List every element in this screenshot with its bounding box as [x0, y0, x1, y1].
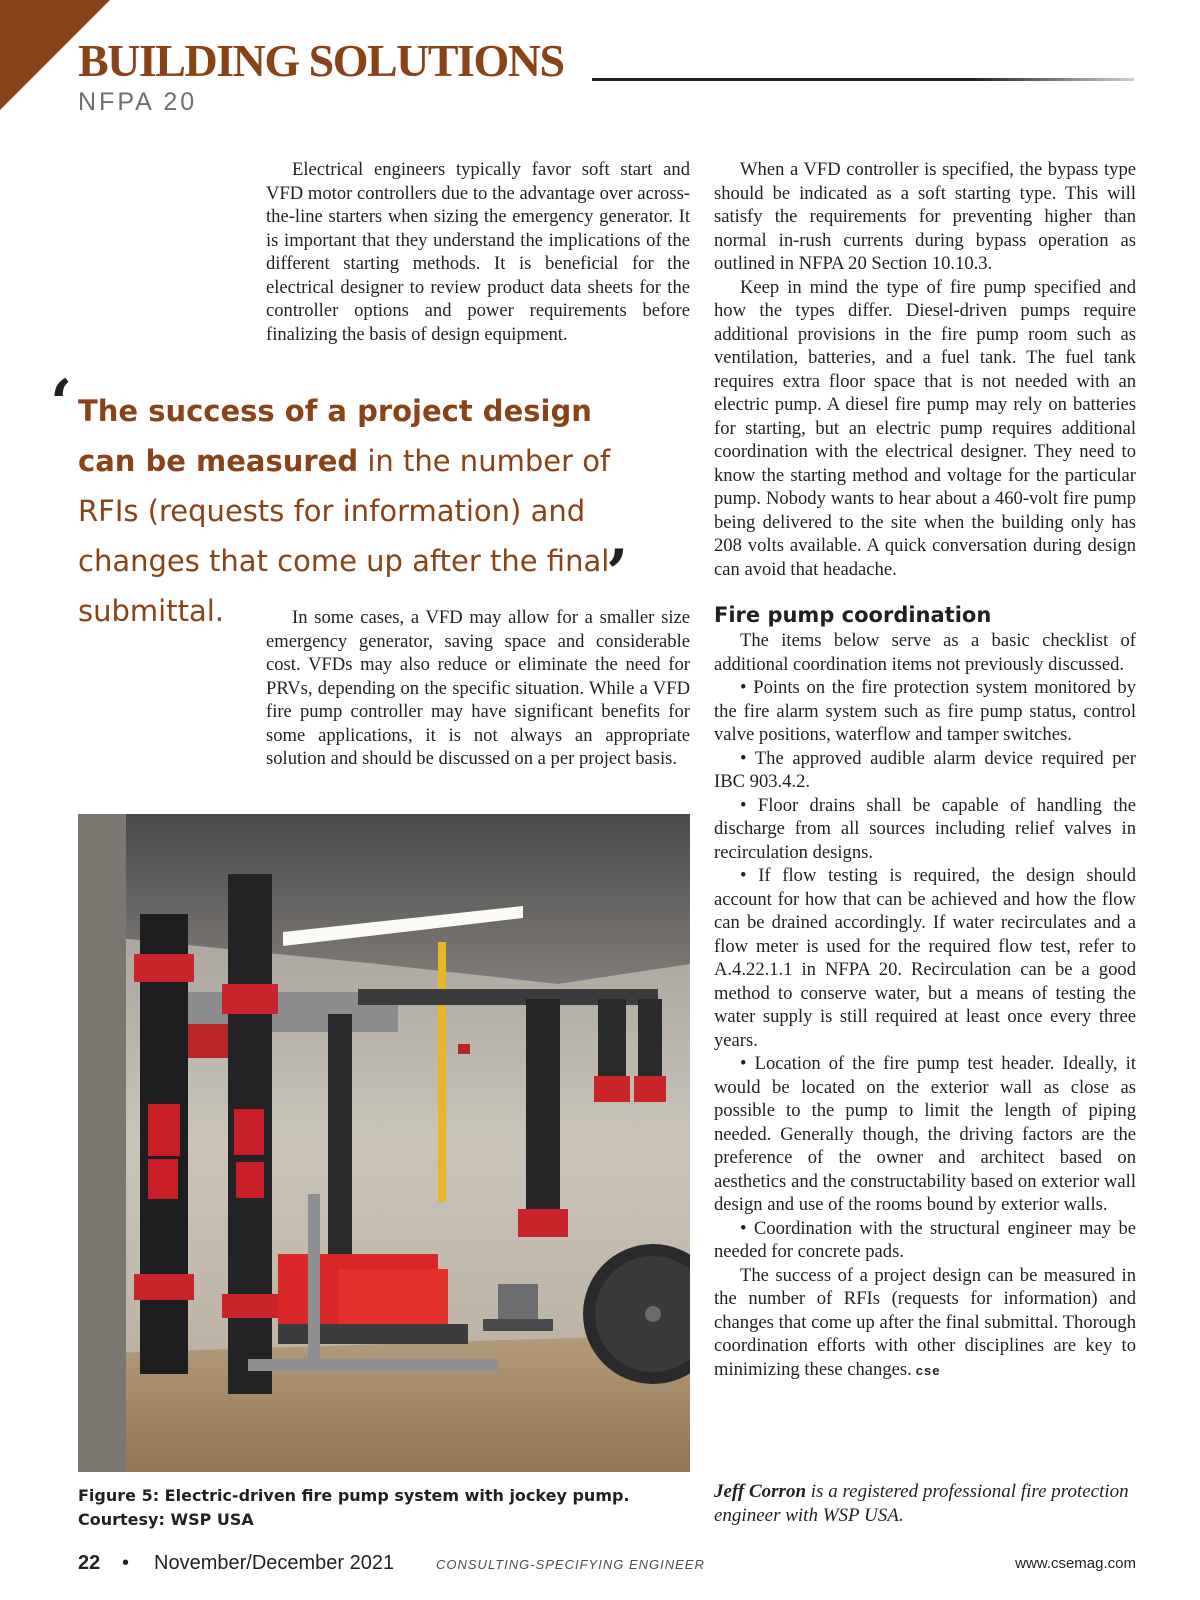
- caption-credit: Courtesy: WSP USA: [78, 1510, 254, 1529]
- fire-pump-room-illustration: [78, 814, 690, 1472]
- author-bio: [714, 1480, 1136, 1528]
- section-heading: Fire pump coordination: [714, 603, 992, 627]
- body-paragraph: When a VFD controller is specified, the bypass type should be indicated as a soft starting type. This will satisfy the requirements for preventing higher than normal in-rush currents during bypass operation as outlined in NFPA 20 Section 10.10.3.: [714, 159, 1136, 274]
- caption-title: Figure 5: Electric-driven fire pump system with jockey pump.: [78, 1486, 630, 1505]
- pull-quote-emphasis: The success of a project design can be measured: [78, 394, 592, 478]
- checklist-item: • Floor drains shall be capable of handling the discharge from all sources including relief valves in recirculation designs.: [714, 794, 1136, 863]
- left-column-top: [266, 158, 690, 346]
- body-paragraph: The items below serve as a basic checklist of additional coordination items not previously discussed.: [714, 630, 1136, 675]
- checklist-item: • If flow testing is required, the design should account for how that can be achieved and how the flow can be drained accordingly. If water recirculates and a flow meter is used for the required flow test, refer to A.4.22.1.1 in NFPA 20. Recirculation can be a good method to conserve water, but a means of testing the water supply is still required at least once every three years.: [714, 865, 1136, 1051]
- closing-text: The success of a project design can be measured in the number of RFIs (requests for information) and changes that come up after the final submittal. Thorough coordination efforts with other disciplines are key to minimizing these changes.: [714, 1264, 1136, 1380]
- page-number: 22: [78, 1552, 101, 1574]
- checklist-item: • Coordination with the structural engineer may be needed for concrete pads.: [714, 1217, 1136, 1262]
- author-name: Jeff Corron: [714, 1481, 807, 1502]
- open-quote-mark: ‘: [50, 366, 73, 441]
- left-column-middle: [266, 606, 690, 771]
- footer-separator: •: [122, 1552, 130, 1574]
- section-subtitle: NFPA 20: [78, 88, 198, 116]
- close-quote-mark: ’: [606, 536, 629, 611]
- end-mark: cse: [915, 1362, 941, 1378]
- title-rule: [592, 78, 1134, 81]
- magazine-name: CONSULTING-SPECIFYING ENGINEER: [436, 1557, 705, 1572]
- author-description: is a registered professional fire protection engineer with WSP USA.: [714, 1481, 1129, 1526]
- page-footer: [78, 1552, 1136, 1582]
- checklist-item: • Location of the fire pump test header. Ideally, it would be located on the exterior wall as close as possible to the pump to limit the length of piping needed. Generally though, the driving factors are the preference of the owner and architect based on aesthetics and the constructability based on exterior wall design and use of the rooms bound by exterior walls.: [714, 1053, 1136, 1215]
- section-title: BUILDING SOLUTIONS: [78, 35, 564, 86]
- issue-date: November/December 2021: [154, 1552, 395, 1574]
- checklist-item: • Points on the fire protection system monitored by the fire alarm system such as fire pump status, control valve positions, waterflow and tamper switches.: [714, 677, 1136, 745]
- pull-quote: [78, 386, 638, 636]
- body-paragraph: Keep in mind the type of fire pump specified and how the types differ. Diesel-driven pumps require additional provisions in the fire pump room such as ventilation, batteries, and a fuel tank. The fuel tank requires extra floor space that is not needed with an electric pump. A diesel fire pump may rely on batteries for starting, but an electric pump requires additional coordination with the electrical designer. They need to know the starting method and voltage for the particular pump. Nobody wants to hear about a 460-volt fire pump being delivered to the site when the building only has 208 volts available. A quick conversation during design can avoid that headache.: [714, 276, 1136, 580]
- checklist-item: • The approved audible alarm device required per IBC 903.4.2.: [714, 747, 1136, 792]
- magazine-url[interactable]: www.csemag.com: [1015, 1555, 1136, 1572]
- pull-quote-text: in the number of RFIs (requests for information) and changes that come up after the final submittal.: [78, 444, 611, 628]
- figure-caption: [78, 1484, 690, 1532]
- closing-paragraph: [714, 1264, 1136, 1383]
- body-paragraph: Electrical engineers typically favor soft start and VFD motor controllers due to the advantage over across-the-line starters when sizing the emergency generator. It is important that they understand the implications of the different starting methods. It is beneficial for the electrical designer to review product data sheets for the controller options and power requirements before finalizing the basis of design equipment.: [266, 159, 690, 345]
- body-paragraph: In some cases, a VFD may allow for a smaller size emergency generator, saving space and considerable cost. VFDs may also reduce or eliminate the need for PRVs, depending on the specific situation. While a VFD fire pump controller may have significant benefits for some applications, it is not always an appropriate solution and should be discussed on a per project basis.: [266, 607, 690, 769]
- right-column: [714, 158, 1136, 1382]
- figure-photo: [78, 814, 690, 1472]
